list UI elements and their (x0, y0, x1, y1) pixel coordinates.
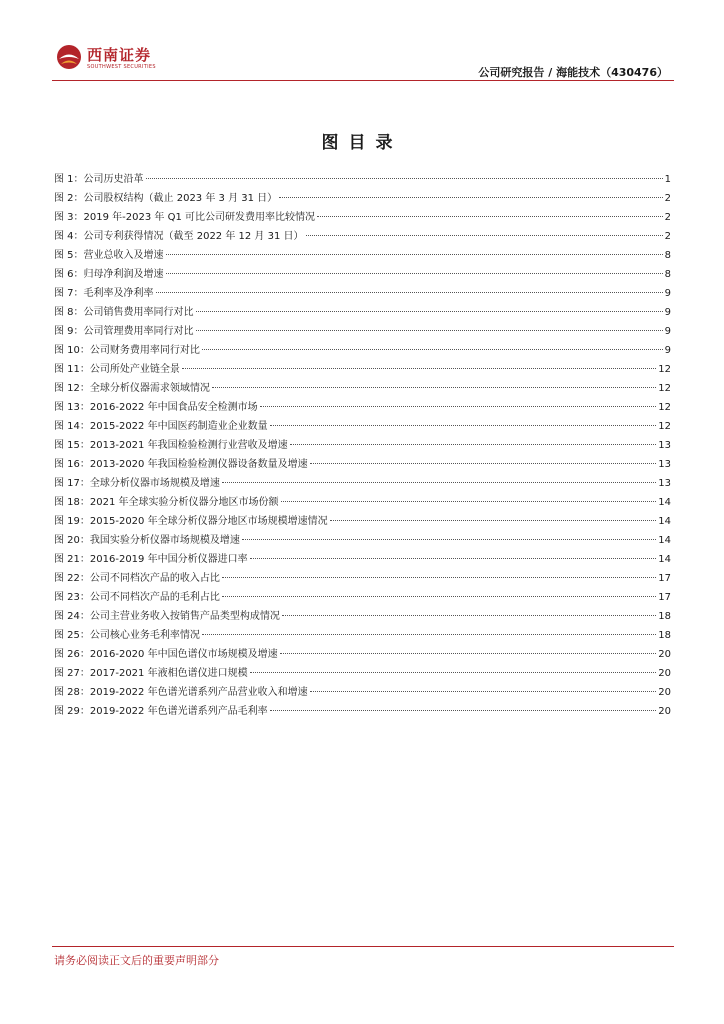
report-header-title: 公司研究报告 / 海能技术（430476） (478, 66, 668, 79)
toc-dot-leader (182, 368, 656, 369)
toc-dot-leader (250, 558, 657, 559)
toc-entry[interactable] (54, 246, 671, 265)
toc-dot-leader (310, 691, 657, 692)
toc-entry-label[interactable]: 图 18：2021 年全球实验分析仪器分地区市场份额 (54, 497, 279, 508)
toc-dot-leader (330, 520, 657, 521)
toc-entry-label[interactable]: 图 1：公司历史沿革 (54, 174, 144, 185)
toc-entry[interactable] (54, 569, 671, 588)
toc-dot-leader (290, 444, 657, 445)
toc-entry-page-number[interactable]: 20 (658, 687, 671, 698)
toc-entry-label[interactable]: 图 5：营业总收入及增速 (54, 250, 164, 261)
toc-entry[interactable] (54, 227, 671, 246)
toc-entry-page-number[interactable]: 20 (658, 668, 671, 679)
toc-dot-leader (196, 330, 663, 331)
toc-entry[interactable] (54, 284, 671, 303)
toc-entry-label[interactable]: 图 23：公司不同档次产品的毛利占比 (54, 592, 220, 603)
toc-entry-page-number[interactable]: 12 (658, 383, 671, 394)
toc-entry-page-number[interactable]: 12 (658, 421, 671, 432)
toc-dot-leader (222, 482, 656, 483)
toc-entry-label[interactable]: 图 4：公司专利获得情况（截至 2022 年 12 月 31 日） (54, 231, 304, 242)
toc-entry-label[interactable]: 图 13：2016-2022 年中国食品安全检测市场 (54, 402, 258, 413)
logo-name-cn: 西南证券 (87, 46, 152, 64)
toc-entry-label[interactable]: 图 17：全球分析仪器市场规模及增速 (54, 478, 220, 489)
toc-dot-leader (306, 235, 663, 236)
toc-dot-leader (166, 254, 663, 255)
toc-dot-leader (146, 178, 663, 179)
footer-disclaimer: 请务必阅读正文后的重要声明部分 (54, 954, 219, 967)
toc-entry[interactable] (54, 417, 671, 436)
toc-entry-label[interactable]: 图 25：公司核心业务毛利率情况 (54, 630, 200, 641)
toc-entry-page-number[interactable]: 20 (658, 649, 671, 660)
toc-entry-label[interactable]: 图 21：2016-2019 年中国分析仪器进口率 (54, 554, 248, 565)
toc-entry[interactable] (54, 379, 671, 398)
toc-entry[interactable] (54, 512, 671, 531)
toc-entry[interactable] (54, 360, 671, 379)
toc-entry-label[interactable]: 图 26：2016-2020 年中国色谱仪市场规模及增速 (54, 649, 278, 660)
toc-entry-page-number[interactable]: 14 (658, 535, 671, 546)
toc-entry-page-number[interactable]: 17 (658, 573, 671, 584)
toc-entry-label[interactable]: 图 20：我国实验分析仪器市场规模及增速 (54, 535, 240, 546)
footer-divider (52, 946, 674, 947)
toc-entry-page-number[interactable]: 12 (658, 402, 671, 413)
toc-dot-leader (317, 216, 663, 217)
toc-entry[interactable] (54, 189, 671, 208)
toc-entry-page-number[interactable]: 8 (664, 269, 671, 280)
toc-dot-leader (270, 425, 657, 426)
toc-entry-page-number[interactable]: 2 (664, 212, 671, 223)
toc-entry-label[interactable]: 图 14：2015-2022 年中国医药制造业企业数量 (54, 421, 268, 432)
toc-entry-label[interactable]: 图 28：2019-2022 年色谱光谱系列产品营业收入和增速 (54, 687, 308, 698)
toc-entry[interactable] (54, 208, 671, 227)
toc-entry[interactable] (54, 474, 671, 493)
toc-entry-page-number[interactable]: 1 (664, 174, 671, 185)
toc-entry-label[interactable]: 图 16：2013-2020 年我国检验检测仪器设备数量及增速 (54, 459, 308, 470)
toc-dot-leader (222, 577, 656, 578)
toc-entry-label[interactable]: 图 27：2017-2021 年液相色谱仪进口规模 (54, 668, 248, 679)
toc-entry[interactable] (54, 664, 671, 683)
toc-entry[interactable] (54, 322, 671, 341)
toc-entry[interactable] (54, 455, 671, 474)
toc-entry-page-number[interactable]: 8 (664, 250, 671, 261)
toc-entry-label[interactable]: 图 19：2015-2020 年全球分析仪器分地区市场规模增速情况 (54, 516, 328, 527)
toc-entry[interactable] (54, 398, 671, 417)
toc-entry-page-number[interactable]: 9 (664, 345, 671, 356)
toc-entry[interactable] (54, 702, 671, 721)
toc-entry-page-number[interactable]: 18 (658, 630, 671, 641)
toc-entry-page-number[interactable]: 9 (664, 288, 671, 299)
toc-entry-label[interactable]: 图 3：2019 年-2023 年 Q1 可比公司研发费用率比较情况 (54, 212, 315, 223)
toc-entry-page-number[interactable]: 2 (664, 193, 671, 204)
toc-entry-page-number[interactable]: 13 (658, 459, 671, 470)
toc-dot-leader (281, 501, 657, 502)
toc-entry[interactable] (54, 626, 671, 645)
toc-entry[interactable] (54, 170, 671, 189)
toc-dot-leader (212, 387, 656, 388)
toc-entry-page-number[interactable]: 17 (658, 592, 671, 603)
toc-entry[interactable] (54, 683, 671, 702)
toc-entry-label[interactable]: 图 24：公司主营业务收入按销售产品类型构成情况 (54, 611, 280, 622)
southwest-securities-logo-icon (55, 42, 83, 72)
toc-dot-leader (202, 349, 663, 350)
toc-entry-label[interactable]: 图 9：公司管理费用率同行对比 (54, 326, 194, 337)
toc-entry-label[interactable]: 图 6：归母净利润及增速 (54, 269, 164, 280)
toc-entry[interactable] (54, 303, 671, 322)
toc-entry-page-number[interactable]: 14 (658, 516, 671, 527)
header-divider (52, 80, 674, 81)
toc-dot-leader (202, 634, 656, 635)
toc-entry-page-number[interactable]: 2 (664, 231, 671, 242)
toc-dot-leader (279, 197, 662, 198)
toc-entry-page-number[interactable]: 20 (658, 706, 671, 717)
brand-logo (55, 42, 165, 76)
toc-entry-label[interactable]: 图 11：公司所处产业链全景 (54, 364, 180, 375)
toc-dot-leader (166, 273, 663, 274)
toc-entry-label[interactable]: 图 12：全球分析仪器需求领域情况 (54, 383, 210, 394)
toc-dot-leader (280, 653, 657, 654)
toc-entry[interactable] (54, 493, 671, 512)
toc-dot-leader (310, 463, 657, 464)
toc-entry-label[interactable]: 图 7：毛利率及净利率 (54, 288, 154, 299)
toc-entry-page-number[interactable]: 18 (658, 611, 671, 622)
page-title: 图目录 (321, 133, 403, 153)
toc-entry[interactable] (54, 265, 671, 284)
toc-entry-page-number[interactable]: 9 (664, 326, 671, 337)
toc-entry-page-number[interactable]: 14 (658, 554, 671, 565)
toc-entry[interactable] (54, 436, 671, 455)
toc-entry-label[interactable]: 图 15：2013-2021 年我国检验检测行业营收及增速 (54, 440, 288, 451)
toc-entry-page-number[interactable]: 9 (664, 307, 671, 318)
toc-entry-label[interactable]: 图 29：2019-2022 年色谱光谱系列产品毛利率 (54, 706, 268, 717)
toc-entry-label[interactable]: 图 8：公司销售费用率同行对比 (54, 307, 194, 318)
toc-entry[interactable] (54, 607, 671, 626)
logo-name-en: SOUTHWEST SECURITIES (87, 64, 156, 70)
toc-entry-label[interactable]: 图 22：公司不同档次产品的收入占比 (54, 573, 220, 584)
toc-entry[interactable] (54, 645, 671, 664)
toc-entry[interactable] (54, 341, 671, 360)
toc-entry-page-number[interactable]: 13 (658, 440, 671, 451)
toc-entry-label[interactable]: 图 10：公司财务费用率同行对比 (54, 345, 200, 356)
toc-entry[interactable] (54, 588, 671, 607)
toc-dot-leader (282, 615, 656, 616)
toc-dot-leader (250, 672, 657, 673)
toc-entry[interactable] (54, 531, 671, 550)
toc-entry-page-number[interactable]: 13 (658, 478, 671, 489)
toc-dot-leader (222, 596, 656, 597)
toc-dot-leader (156, 292, 663, 293)
figure-list (54, 170, 671, 721)
toc-dot-leader (242, 539, 656, 540)
toc-dot-leader (270, 710, 657, 711)
toc-entry-page-number[interactable]: 14 (658, 497, 671, 508)
toc-dot-leader (196, 311, 663, 312)
toc-entry-label[interactable]: 图 2：公司股权结构（截止 2023 年 3 月 31 日） (54, 193, 278, 204)
toc-dot-leader (260, 406, 657, 407)
toc-entry-page-number[interactable]: 12 (658, 364, 671, 375)
toc-entry[interactable] (54, 550, 671, 569)
